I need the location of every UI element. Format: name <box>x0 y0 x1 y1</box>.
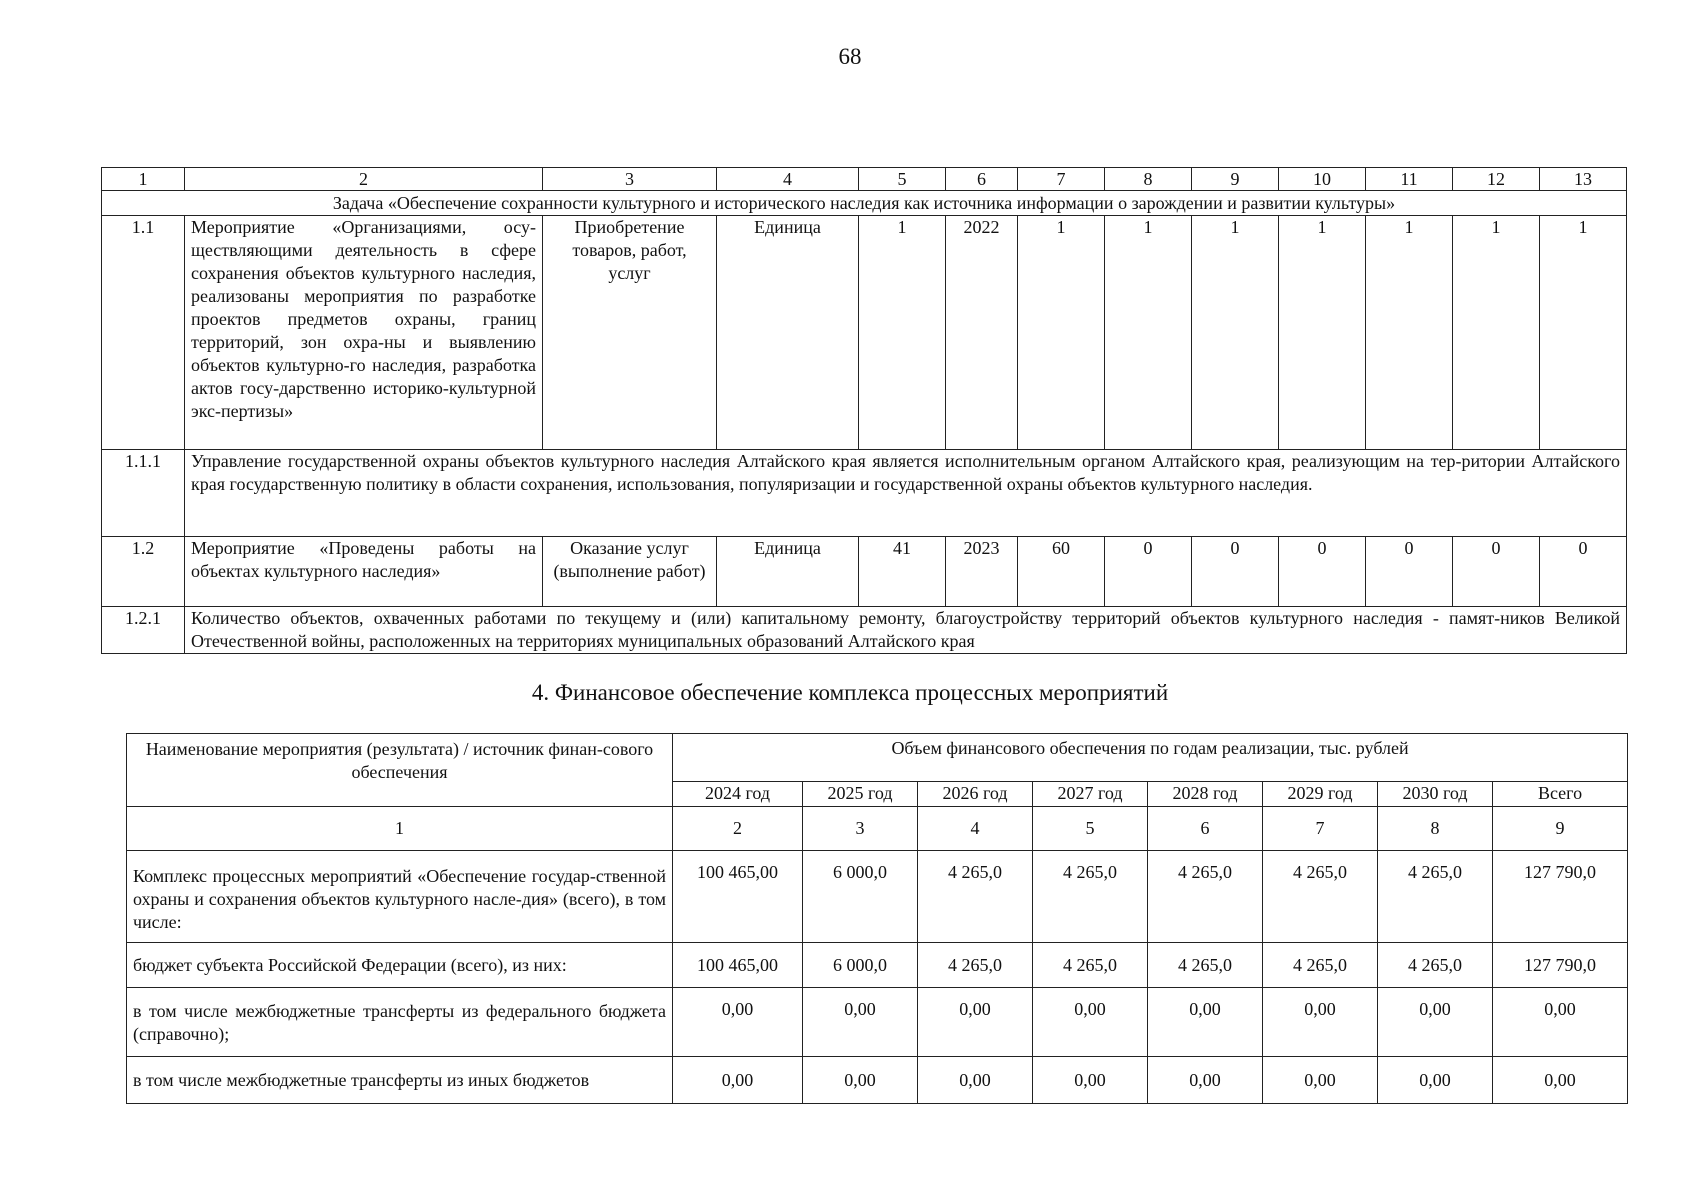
year-value: 1 <box>1105 216 1192 450</box>
col-number: 13 <box>1540 168 1627 191</box>
year-value: 60 <box>1018 537 1105 607</box>
amount: 4 265,0 <box>1378 851 1493 943</box>
col-number: 10 <box>1279 168 1366 191</box>
amount: 4 265,0 <box>1148 943 1263 988</box>
amount: 0,00 <box>803 988 918 1057</box>
col-number: 2 <box>185 168 543 191</box>
year-value: 0 <box>1192 537 1279 607</box>
year-value: 0 <box>1105 537 1192 607</box>
row-number: 1.1 <box>102 216 185 450</box>
amount: 4 265,0 <box>1033 943 1148 988</box>
amount: 0,00 <box>1033 988 1148 1057</box>
col-number: 6 <box>1148 807 1263 851</box>
indicators-table <box>101 167 1627 654</box>
measure-name: Мероприятие «Проведены работы на объектах культурного наследия» <box>185 537 543 607</box>
source-name: в том числе межбюджетные трансферты из иных бюджетов <box>127 1057 673 1104</box>
col-number: 7 <box>1263 807 1378 851</box>
financing-table <box>126 733 1628 1104</box>
year-value: 0 <box>1453 537 1540 607</box>
amount: 0,00 <box>1033 1057 1148 1104</box>
source-name: бюджет субъекта Российской Федерации (всего), из них: <box>127 943 673 988</box>
col-number: 3 <box>543 168 717 191</box>
measure-name: Мероприятие «Организациями, осу-ществляющими деятельность в сфере сохранения объектов культурного наследия, реализованы мероприятия по разработке проектов предметов охраны, границ территорий, зон охра-ны и выявлению объектов культурно-го наследия, разработка актов госу-дарственно историко-культурной экс-пертизы» <box>185 216 543 450</box>
page-number: 68 <box>838 44 862 69</box>
table-row <box>127 851 1628 943</box>
year-header: 2025 год <box>803 782 918 807</box>
col-number: 4 <box>918 807 1033 851</box>
col-number: 11 <box>1366 168 1453 191</box>
col-number: 3 <box>803 807 918 851</box>
source-name: в том числе межбюджетные трансферты из федерального бюджета (справочно); <box>127 988 673 1057</box>
table-row <box>127 988 1628 1057</box>
amount: 0,00 <box>918 1057 1033 1104</box>
amount: 100 465,00 <box>673 851 803 943</box>
table-row <box>127 1057 1628 1104</box>
result-description: Управление государственной охраны объектов культурного наследия Алтайского края является исполнительным органом Алтайского края, реализующим на тер-ритории Алтайского края государственную политику в области сохранения, использования, популяризации и государственной охраны объектов культурного наследия. <box>185 450 1627 537</box>
amount: 4 265,0 <box>1378 943 1493 988</box>
table-row <box>102 216 1627 450</box>
amount: 4 265,0 <box>918 943 1033 988</box>
col-number: 9 <box>1192 168 1279 191</box>
amount: 0,00 <box>1378 988 1493 1057</box>
measure-type: Оказание услуг (выполнение работ) <box>543 537 717 607</box>
source-name: Комплекс процессных мероприятий «Обеспечение государ-ственной охраны и сохранения объектов культурного насле-дия» (всего), в том числе: <box>127 851 673 943</box>
name-header: Наименование мероприятия (результата) / источник финан-сового обеспечения <box>127 734 673 807</box>
year-header: 2030 год <box>1378 782 1493 807</box>
total-header: Всего <box>1493 782 1628 807</box>
col-number: 6 <box>946 168 1018 191</box>
table-row <box>102 537 1627 607</box>
year-header: 2024 год <box>673 782 803 807</box>
col-number: 7 <box>1018 168 1105 191</box>
year-header: 2028 год <box>1148 782 1263 807</box>
table-row <box>127 943 1628 988</box>
year-value: 1 <box>1453 216 1540 450</box>
table-row <box>102 607 1627 654</box>
amount: 4 265,0 <box>1263 943 1378 988</box>
col-number: 5 <box>1033 807 1148 851</box>
amount: 0,00 <box>673 988 803 1057</box>
amount: 4 265,0 <box>1148 851 1263 943</box>
base-year: 2022 <box>946 216 1018 450</box>
year-value: 1 <box>1018 216 1105 450</box>
amount: 0,00 <box>1148 1057 1263 1104</box>
amount: 0,00 <box>803 1057 918 1104</box>
col-number: 4 <box>717 168 859 191</box>
total-amount: 0,00 <box>1493 1057 1628 1104</box>
measure-type: Приобретение товаров, работ, услуг <box>543 216 717 450</box>
base-value: 1 <box>859 216 946 450</box>
total-amount: 127 790,0 <box>1493 851 1628 943</box>
task-title: Задача «Обеспечение сохранности культурного и исторического наследия как источника информации о зарождении и развитии культуры» <box>102 191 1627 216</box>
year-header: 2026 год <box>918 782 1033 807</box>
total-amount: 127 790,0 <box>1493 943 1628 988</box>
measure-unit: Единица <box>717 537 859 607</box>
col-number: 5 <box>859 168 946 191</box>
volume-header: Объем финансового обеспечения по годам реализации, тыс. рублей <box>673 734 1628 782</box>
amount: 6 000,0 <box>803 851 918 943</box>
year-value: 1 <box>1366 216 1453 450</box>
col-number: 1 <box>102 168 185 191</box>
amount: 6 000,0 <box>803 943 918 988</box>
year-value: 0 <box>1540 537 1627 607</box>
year-value: 0 <box>1279 537 1366 607</box>
row-number: 1.2.1 <box>102 607 185 654</box>
year-value: 1 <box>1279 216 1366 450</box>
column-number-row <box>127 807 1628 851</box>
amount: 0,00 <box>1263 1057 1378 1104</box>
section-title: 4. Финансовое обеспечение комплекса процессных мероприятий <box>531 680 1169 705</box>
amount: 0,00 <box>918 988 1033 1057</box>
col-number: 9 <box>1493 807 1628 851</box>
year-value: 1 <box>1540 216 1627 450</box>
base-value: 41 <box>859 537 946 607</box>
task-row <box>102 191 1627 216</box>
amount: 4 265,0 <box>1033 851 1148 943</box>
col-number: 12 <box>1453 168 1540 191</box>
result-description: Количество объектов, охваченных работами по текущему и (или) капитальному ремонту, благоустройству территорий объектов культурного наследия - памят-ников Великой Отечественной войны, расположенных на территориях муниципальных образований Алтайского края <box>185 607 1627 654</box>
year-header: 2027 год <box>1033 782 1148 807</box>
row-number: 1.2 <box>102 537 185 607</box>
year-value: 0 <box>1366 537 1453 607</box>
amount: 0,00 <box>1378 1057 1493 1104</box>
amount: 0,00 <box>1263 988 1378 1057</box>
measure-unit: Единица <box>717 216 859 450</box>
amount: 0,00 <box>1148 988 1263 1057</box>
col-number: 1 <box>127 807 673 851</box>
amount: 0,00 <box>673 1057 803 1104</box>
col-number: 2 <box>673 807 803 851</box>
column-number-row <box>102 168 1627 191</box>
amount: 4 265,0 <box>1263 851 1378 943</box>
row-number: 1.1.1 <box>102 450 185 537</box>
col-number: 8 <box>1378 807 1493 851</box>
year-value: 1 <box>1192 216 1279 450</box>
year-header: 2029 год <box>1263 782 1378 807</box>
table-row <box>102 450 1627 537</box>
col-number: 8 <box>1105 168 1192 191</box>
amount: 4 265,0 <box>918 851 1033 943</box>
amount: 100 465,00 <box>673 943 803 988</box>
base-year: 2023 <box>946 537 1018 607</box>
total-amount: 0,00 <box>1493 988 1628 1057</box>
header-row <box>127 734 1628 782</box>
